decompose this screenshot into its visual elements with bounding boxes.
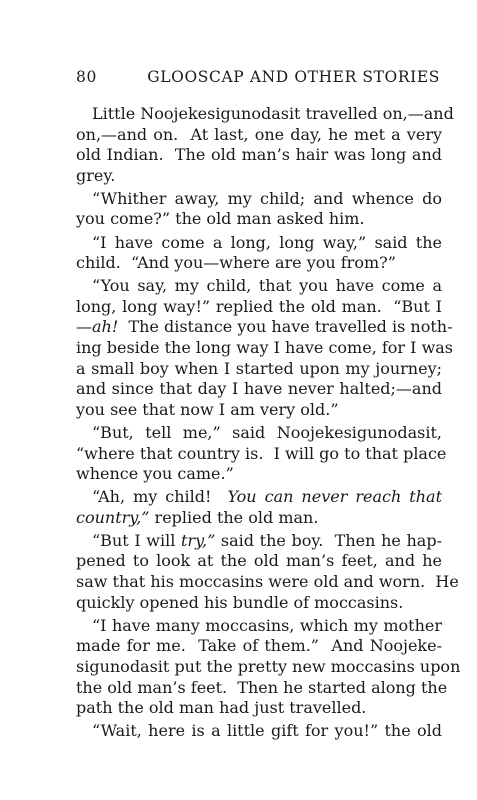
italic-text-segment: try,” bbox=[180, 530, 216, 550]
text-line: “I have come a long, long way,” said the bbox=[92, 232, 442, 252]
text-line: “But, tell me,” said Noojekesigunodasit, bbox=[92, 422, 442, 442]
text-line: saw that his moccasins were old and worn. He bbox=[76, 572, 459, 592]
text-segment: replied the old man. bbox=[149, 507, 319, 527]
text-line: a small boy when I started upon my journey; bbox=[76, 358, 442, 378]
italic-text-segment: country,” bbox=[76, 507, 150, 527]
text-line: old Indian. The old man’s hair was long and bbox=[76, 145, 442, 165]
text-line: “where that country is. I will go to that place bbox=[76, 443, 447, 463]
text-segment: “But I will bbox=[92, 530, 181, 550]
text-line bbox=[76, 317, 453, 338]
text-line: Little Noojekesigunodasit travelled on,—and bbox=[92, 104, 454, 123]
running-head bbox=[76, 68, 440, 90]
text-line: the old man’s feet. Then he started along the bbox=[76, 677, 448, 697]
text-line: whence you came.” bbox=[76, 464, 234, 484]
text-segment: “Ah, my child! bbox=[92, 487, 228, 507]
text-line: you see that now I am very old.” bbox=[76, 399, 339, 419]
text-line bbox=[76, 487, 442, 508]
page-number: 80 bbox=[76, 68, 97, 86]
text-line: “Wait, here is a little gift for you!” the old bbox=[92, 721, 442, 741]
text-segment: — bbox=[76, 317, 92, 337]
story-text bbox=[76, 104, 461, 742]
text-line: made for me. Take of them.” And Noojeke- bbox=[76, 636, 442, 656]
text-line: “I have many moccasins, which my mother bbox=[92, 615, 442, 635]
text-line: pened to look at the old man’s feet, and he bbox=[76, 551, 442, 571]
text-line: long, long way!” replied the old man. “But I bbox=[76, 296, 442, 316]
text-segment: The distance you have travelled is noth- bbox=[118, 317, 453, 337]
text-line: child. “And you—where are you from?” bbox=[76, 253, 396, 273]
text-line: and since that day I have never halted;—and bbox=[76, 379, 442, 399]
text-line bbox=[76, 531, 442, 552]
text-line: path the old man had just travelled. bbox=[76, 698, 367, 718]
text-line: on,—and on. At last, one day, he met a very bbox=[76, 124, 442, 144]
text-line: “Whither away, my child; and whence do bbox=[92, 188, 442, 208]
text-segment: said the boy. Then he hap- bbox=[215, 530, 442, 550]
text-line: ing beside the long way I have come, for I was bbox=[76, 338, 454, 358]
text-line: grey. bbox=[76, 165, 116, 185]
italic-text-segment: You can never reach that bbox=[227, 487, 442, 507]
text-line: you come?” the old man asked him. bbox=[76, 209, 365, 229]
running-title: GLOOSCAP AND OTHER STORIES bbox=[147, 68, 440, 86]
text-line: sigunodasit put the pretty new moccasins upon bbox=[76, 656, 461, 676]
text-line: “You say, my child, that you have come a bbox=[92, 276, 442, 296]
text-line: quickly opened his bundle of moccasins. bbox=[76, 592, 404, 612]
italic-text-segment: ah! bbox=[92, 317, 119, 337]
text-line bbox=[76, 508, 442, 529]
